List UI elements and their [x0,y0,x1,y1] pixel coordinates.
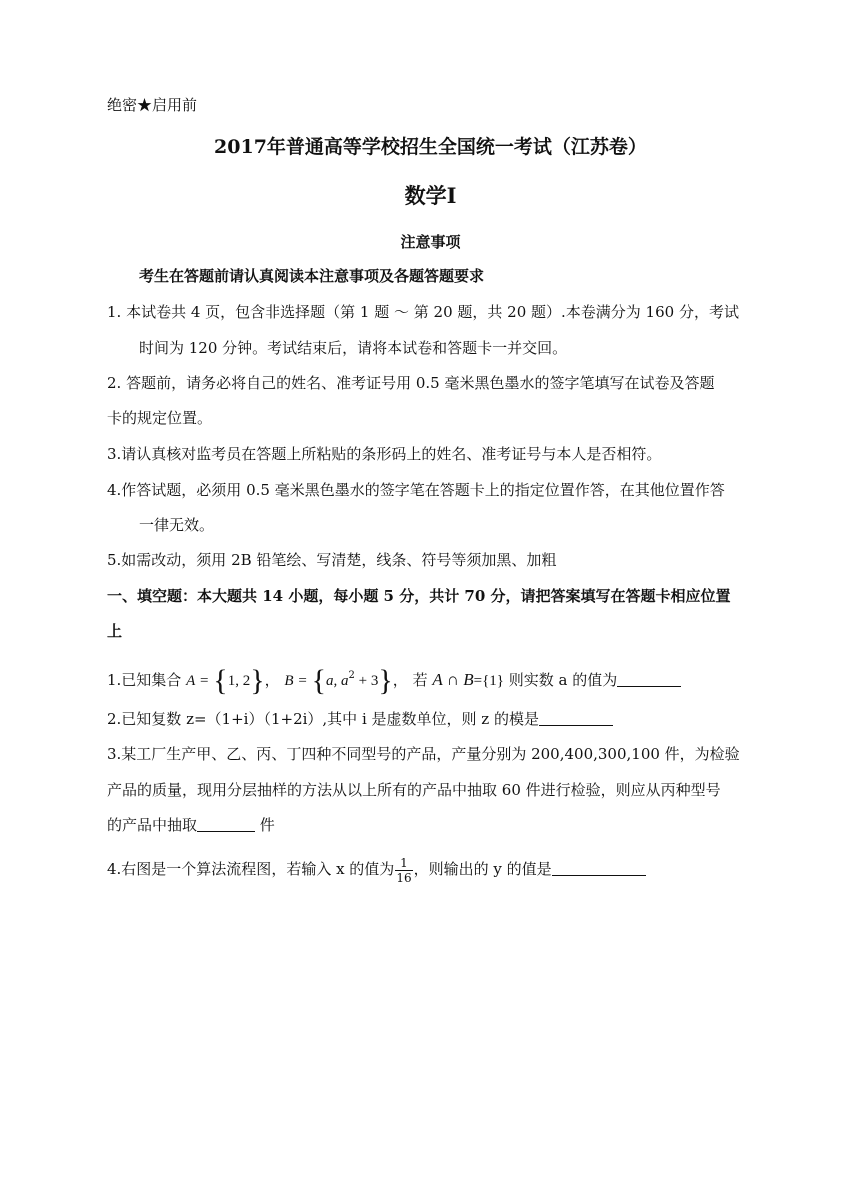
q1-set-b-name: B [284,673,294,689]
question-3-line3 [107,815,275,835]
q2-answer-blank[interactable] [539,709,613,726]
q2-text: 2.已知复数 z=（1+i）（1+2i）,其中 i 是虚数单位，则 z 的模是 [107,710,539,728]
section1-heading-line1: 一、填空题：本大题共 14 小题，每小题 5 分，共计 70 分，请把答案填写在答题卡相应位置 [107,587,731,605]
notice-item-3: 3.请认真核对监考员在答题上所粘贴的条形码上的姓名、准考证号与本人是否相符。 [107,445,662,463]
q3-line3-suffix: 件 [255,816,275,834]
q3-answer-blank[interactable] [197,815,255,832]
q1-prefix: 1.已知集合 [107,671,182,689]
notice-item-2-line2: 卡的规定位置。 [107,409,213,427]
q1-equals-b: = [298,673,307,689]
q4-suffix: ，则输出的 y 的值是 [413,860,552,878]
q1-set-a-name: A [186,673,196,689]
q3-line3-prefix: 的产品中抽取 [107,816,198,834]
q1-equals: = [200,673,209,689]
q1-set-a: 1, 2 [227,673,251,689]
notice-item-2-line1: 2. 答题前，请务必将自己的姓名、准考证号用 0.5 毫米黑色墨水的签字笔填写在试卷及答题 [107,374,715,392]
q1-right-brace-a: } [250,664,265,697]
question-1 [107,664,681,697]
q1-ruo: 若 [412,671,428,689]
q1-comma-2: ， [392,671,408,689]
subject-title: 数学Ⅰ [404,183,457,208]
q1-right-brace-b: } [378,664,393,697]
question-2 [107,709,613,729]
q4-fraction [395,856,412,885]
exam-title: 2017年普通高等学校招生全国统一考试（江苏卷） [214,136,647,158]
notice-item-1-line1: 1. 本试卷共 4 页，包含非选择题（第 1 题 ～ 第 20 题，共 20 题）.本卷满分为 160 分，考试 [107,303,739,321]
section1-heading-line2: 上 [107,622,123,640]
notice-instruction: 考生在答题前请认真阅读本注意事项及各题答题要求 [139,267,485,285]
secret-mark: 绝密★启用前 [107,96,198,114]
question-3-line1: 3.某工厂生产甲、乙、丙、丁四种不同型号的产品，产量分别为 200,400,300,100 件，为检验 [107,745,740,763]
q1-intersection-result: ={1} [473,673,504,689]
notice-item-4-line1: 4.作答试题，必须用 0.5 毫米黑色墨水的签字笔在答题卡上的指定位置作答，在其他位置作答 [107,481,725,499]
notice-item-5: 5.如需改动，须用 2B 铅笔绘、写清楚，线条、符号等须加黑、加粗 [107,551,557,569]
q1-comma-1: ， [264,671,280,689]
q1-answer-blank[interactable] [617,670,681,687]
q1-left-brace-b: { [311,664,327,697]
q1-suffix: 则实数 a 的值为 [508,671,618,689]
notice-item-1-line2: 时间为 120 分钟。考试结束后，请将本试卷和答题卡一并交回。 [139,339,568,357]
q4-fraction-numerator: 1 [395,856,412,871]
q1-left-brace-a: { [213,664,228,697]
q1-set-b-rest: + 3 [354,673,379,689]
q1-intersection: A ∩ B [432,670,474,689]
q4-prefix: 4.右图是一个算法流程图，若输入 x 的值为 [107,860,395,878]
question-3-line2: 产品的质量，现用分层抽样的方法从以上所有的产品中抽取 60 件进行检验，则应从丙种型号 [107,781,721,799]
notice-item-4-line2: 一律无效。 [139,516,215,534]
notice-heading: 注意事项 [400,233,461,251]
q4-fraction-denominator: 16 [396,870,412,885]
question-4 [107,852,646,886]
q4-answer-blank[interactable] [552,859,646,876]
q1-set-b-exponent: 2 [348,670,355,681]
q1-set-b-a: a, a [326,673,349,689]
